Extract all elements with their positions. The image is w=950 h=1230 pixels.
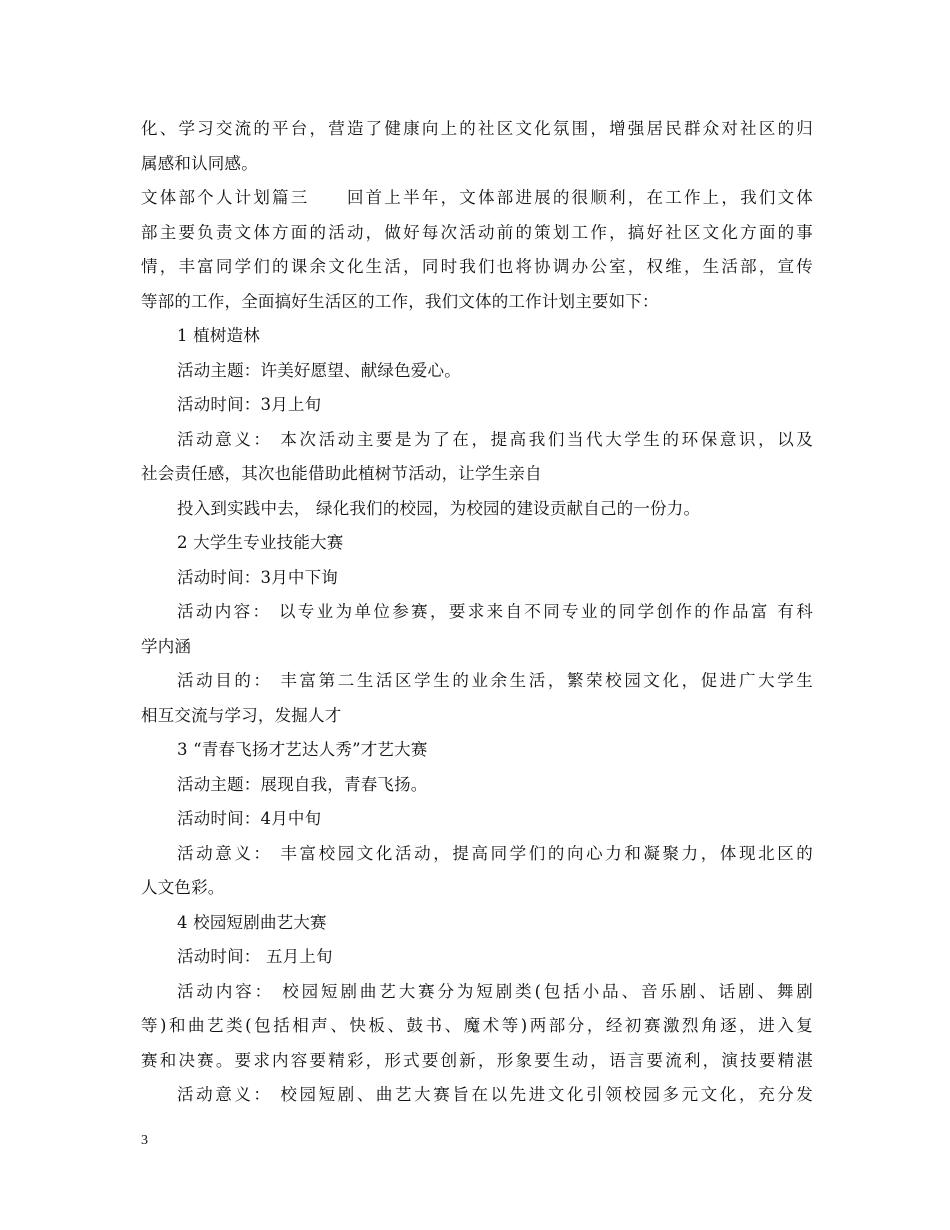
- text-line: 活动时间：3月中下询: [177, 567, 338, 587]
- page-number: 3: [141, 1133, 148, 1148]
- text-line: 相互交流与学习，发掘人才: [141, 705, 342, 725]
- text-line: 化、学习交流的平台，营造了健康向上的社区文化氛围，增强居民群众对社区的归: [141, 119, 813, 138]
- text-line: 活动内容： 校园短剧曲艺大赛分为短剧类(包括小品、音乐剧、话剧、舞剧: [177, 981, 813, 1001]
- text-line: 投入到实践中去， 绿化我们的校园，为校园的建设贡献自己的一份力。: [177, 498, 701, 518]
- text-line: 活动目的： 丰富第二生活区学生的业余生活，繁荣校园文化，促进广大学生: [177, 671, 813, 690]
- text-line: 等)和曲艺类(包括相声、快板、鼓书、魔术等)两部分，经初赛激烈角逐，进入复: [141, 1016, 813, 1035]
- text-line: 等部的工作，全面搞好生活区的工作，我们文体的工作计划主要如下：: [141, 291, 659, 311]
- text-line: 属感和认同感。: [141, 153, 258, 173]
- text-line: 1 植树造林: [177, 326, 260, 345]
- text-line: 社会责任感，其次也能借助此植树节活动，让学生亲自: [141, 464, 542, 483]
- text-line: 4 校园短剧曲艺大赛: [177, 912, 327, 932]
- text-line: 活动意义： 丰富校园文化活动，提高同学们的向心力和凝聚力，体现北区的: [177, 843, 813, 863]
- text-line: 活动意义： 本次活动主要是为了在，提高我们当代大学生的环保意识，以及: [177, 429, 813, 449]
- text-line: 文体部个人计划篇三 回首上半年，文体部进展的很顺利，在工作上，我们文体: [141, 188, 813, 207]
- text-line: 活动内容： 以专业为单位参赛，要求来自不同专业的同学创作的作品富 有科: [177, 602, 813, 621]
- text-line: 活动主题：许美好愿望、献绿色爱心。: [177, 360, 461, 380]
- document-body: [141, 112, 813, 1113]
- text-line: 人文色彩。: [141, 878, 225, 897]
- text-line: 2 大学生专业技能大赛: [177, 533, 344, 552]
- text-line: 部主要负责文体方面的活动，做好每次活动前的策划工作，搞好社区文化方面的事: [141, 222, 813, 242]
- text-line: 赛和决赛。要求内容要精彩，形式要创新，形象要生动，语言要流利，演技要精湛: [141, 1050, 813, 1070]
- text-line: 学内涵: [141, 636, 192, 656]
- text-line: 3 “青春飞扬才艺达人秀”才艺大赛: [177, 740, 428, 759]
- text-line: 活动主题：展现自我，青春飞扬。: [177, 774, 428, 794]
- text-line: 情，丰富同学们的课余文化生活，同时我们也将协调办公室，权维，生活部，宣传: [141, 257, 813, 276]
- text-line: 活动时间：4月中旬: [177, 809, 322, 828]
- text-line: 活动意义： 校园短剧、曲艺大赛旨在以先进文化引领校园多元文化，充分发: [177, 1085, 813, 1104]
- text-line: 活动时间：3月上旬: [177, 395, 322, 414]
- text-line: 活动时间： 五月上旬: [177, 947, 333, 966]
